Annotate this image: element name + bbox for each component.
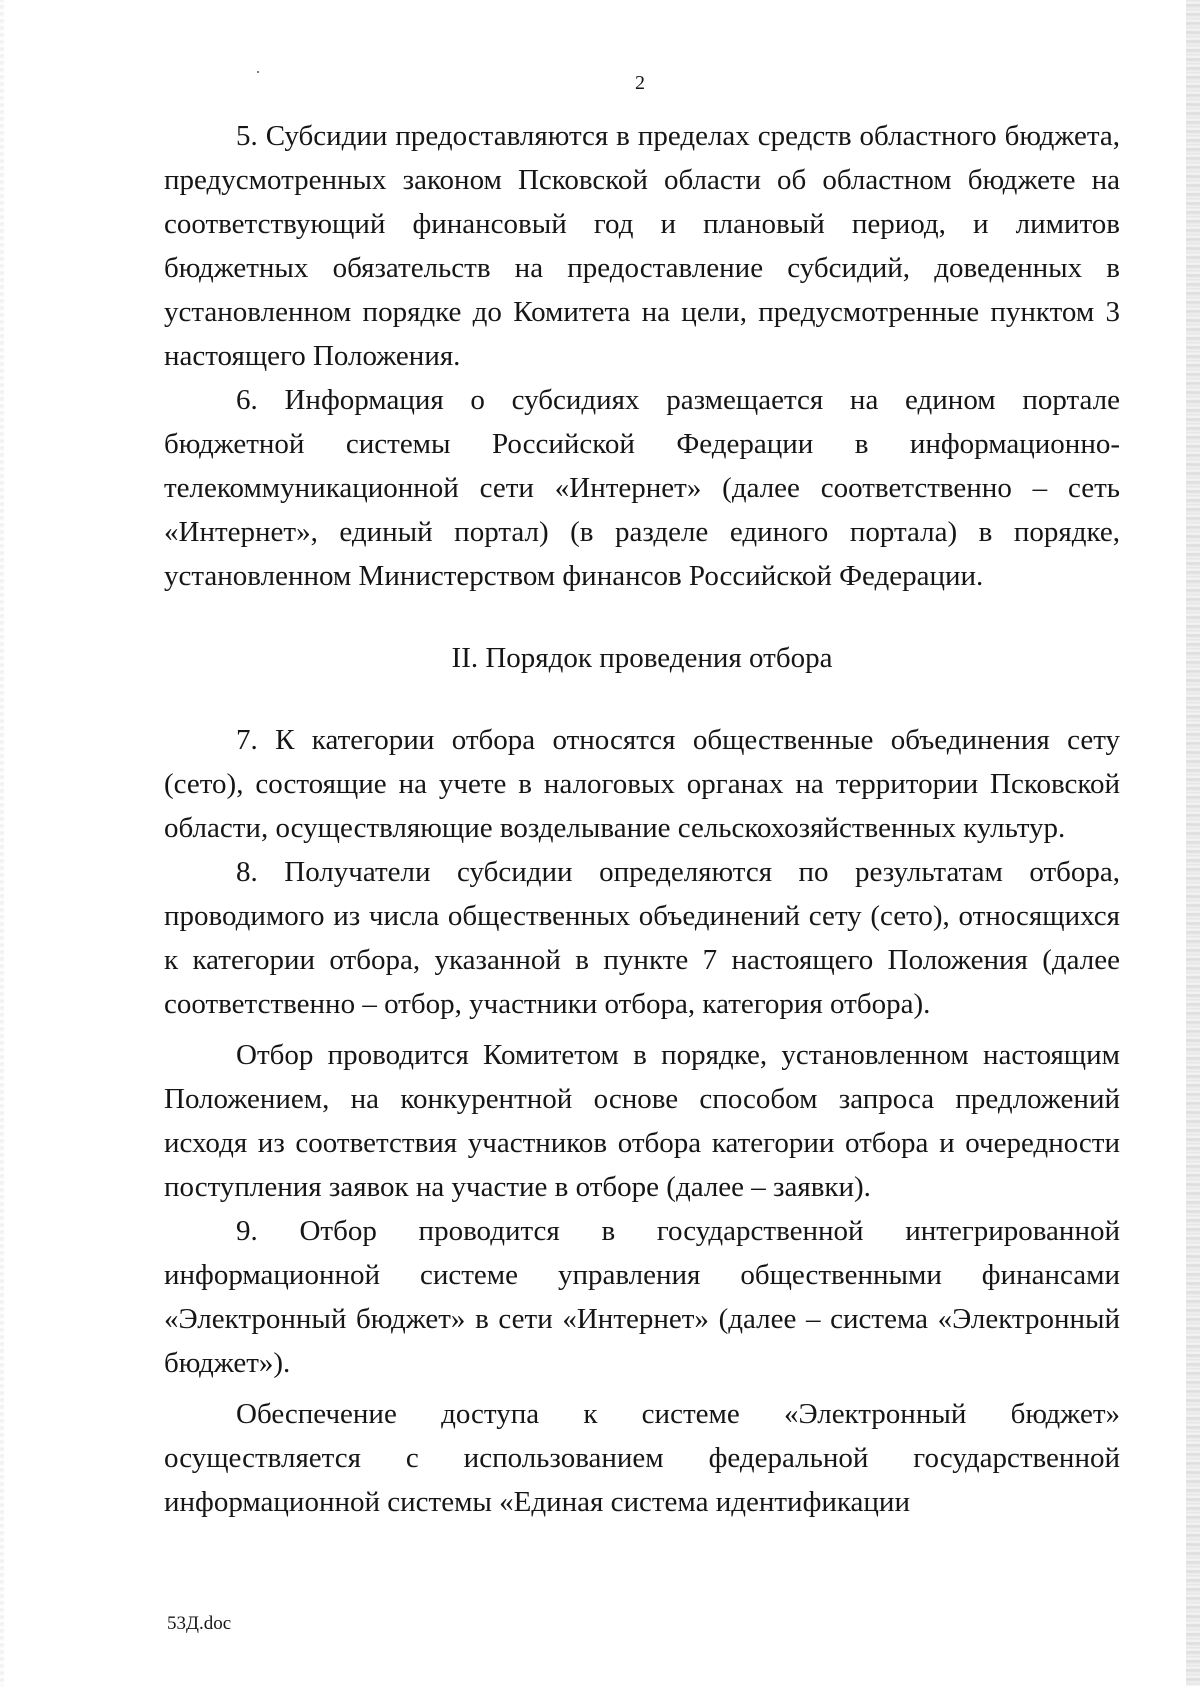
- paragraph-5: 5. Субсидии предоставляются в пределах средств областного бюджета, предусмотренных законом Псковской области об областном бюджете на соответствующий финансовый год и плановый период, и лимитов бюджетных обязательств на предоставление субсидий, доведенных в установленном порядке до Комитета на цели, предусмотренные пунктом 3 настоящего Положения.: [164, 120, 1120, 372]
- scan-right-edge: [1186, 0, 1200, 1686]
- scan-left-edge: [0, 0, 4, 1686]
- paragraph-7: 7. К категории отбора относятся общественные объединения сету (сето), состоящие на учете в налоговых органах на территории Псковской области, осуществляющие возделывание сельскохозяйственных культур.: [164, 724, 1120, 844]
- paragraph-9-continued: Обеспечение доступа к системе «Электронный бюджет» осуществляется с использованием федеральной государственной информационной системы «Единая система идентификации: [164, 1398, 1120, 1518]
- page-number: 2: [635, 72, 645, 94]
- paragraph-9: 9. Отбор проводится в государственной интегрированной информационной системе управления общественными финансами «Электронный бюджет» в сети «Интернет» (далее – система «Электронный бюджет»).: [164, 1215, 1120, 1379]
- paragraph-6: 6. Информация о субсидиях размещается на едином портале бюджетной системы Российской Федерации в информационно-телекоммуникационной сети «Интернет» (далее соответственно – сеть «Интернет», единый портал) (в разделе единого портала) в порядке, установленном Министерством финансов Российской Федерации.: [164, 384, 1120, 592]
- paragraph-8: 8. Получатели субсидии определяются по результатам отбора, проводимого из числа общественных объединений сету (сето), относящихся к категории отбора, указанной в пункте 7 настоящего Положения (далее соответственно – отбор, участники отбора, категория отбора).: [164, 856, 1120, 1020]
- file-name-footer: 53Д.doc: [167, 1613, 232, 1634]
- paragraph-8-continued: Отбор проводится Комитетом в порядке, установленном настоящим Положением, на конкурентной основе способом запроса предложений исходя из соответствия участников отбора категории отбора и очередности поступления заявок на участие в отборе (далее – заявки).: [164, 1039, 1120, 1203]
- section-heading: II. Порядок проведения отбора: [451, 642, 833, 674]
- document-body: [164, 114, 1120, 1524]
